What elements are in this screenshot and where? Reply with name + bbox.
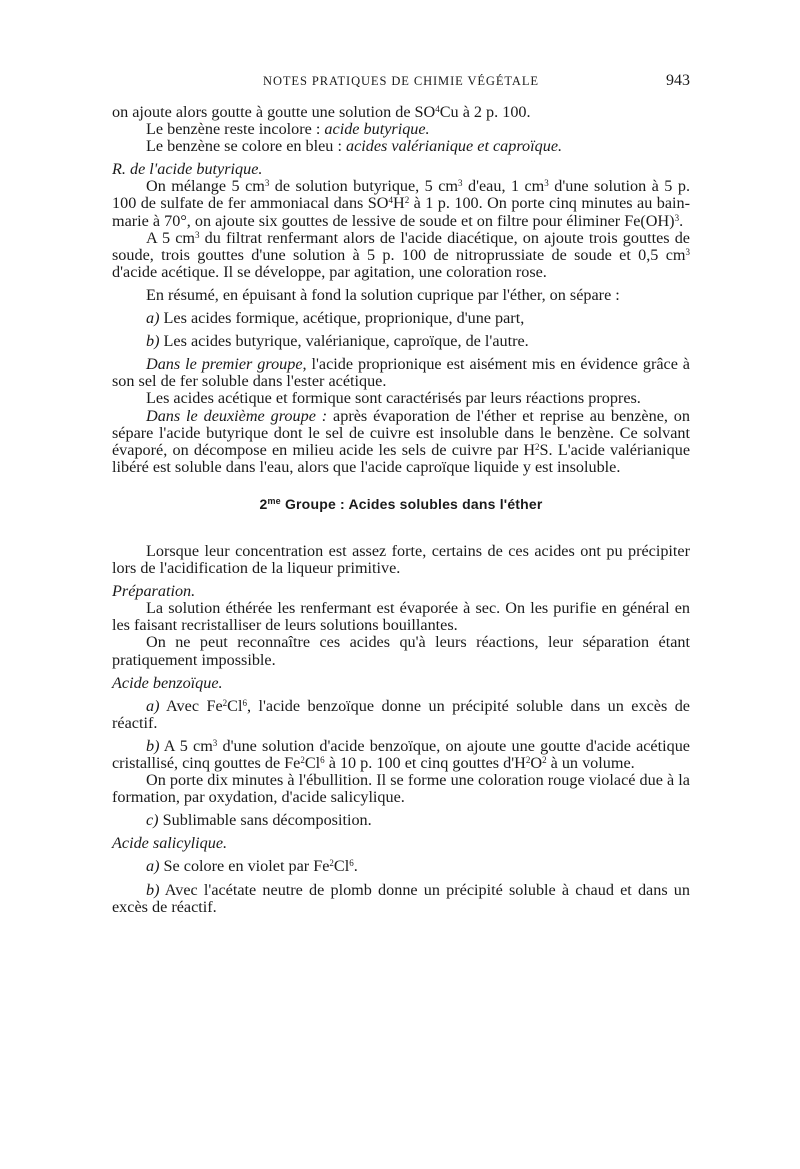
paragraph: on ajoute alors goutte à goutte une solution de $SO^4Cu$ à 2 p. 100.	[112, 103, 531, 121]
paragraph: La solution éthérée les renfermant est évaporée à sec. On les purifie en général en les faisant recristalliser de leurs solutions bouillantes.	[112, 599, 690, 635]
subheading: Acide benzoïque.	[112, 673, 223, 692]
list-item: a) Les acides formique, acétique, proprionique, d'une part,	[146, 309, 525, 328]
subheading: R. de l'acide butyrique.	[112, 160, 263, 179]
list-item: c) Sublimable sans décomposition.	[146, 811, 372, 830]
paragraph: On ne peut reconnaître ces acides qu'à leurs réactions, leur séparation étant pratiquement impossible.	[112, 633, 690, 669]
paragraph: On mélange 5 $cm^3$ de solution butyrique, 5 $cm^3$ d'eau, 1 $cm^3$ d'une solution à 5 p. 100 de sulfate de fer ammoniacal dans $SO^4H^2$ à 1 p. 100. On porte cinq minutes au bain-marie à 70°, on ajoute six gouttes de lessive de soude et on filtre pour éliminer Fe(OH)$^3$.	[112, 177, 691, 230]
list-item: b) Les acides butyrique, valérianique, caproïque, de l'autre.	[146, 332, 529, 351]
running-header	[112, 74, 690, 96]
paragraph: Dans le deuxième groupe : après évaporation de l'éther et reprise au benzène, on sépare l'acide butyrique dont le sel de cuivre est insoluble dans le benzène. Ce solvant évaporé, on décompose en milieu acide les sels de cuivre par $H^2S$. L'acide valérianique libéré est soluble dans l'eau, alors que l'acide caproïque liquide y est insoluble.	[112, 406, 691, 476]
paragraph: Lorsque leur concentration est assez forte, certains de ces acides ont pu précipiter lors de l'acidification de la liqueur primitive.	[112, 541, 690, 578]
paragraph: A 5 $cm^3$ du filtrat renfermant alors de l'acide diacétique, on ajoute trois gouttes de soude, trois gouttes d'une solution à 5 p. 100 de nitroprussiate de soude et 0,5 $cm^3$ d'acide acétique. Il se développe, par agitation, une coloration rose.	[112, 228, 690, 281]
subheading: Préparation.	[112, 582, 196, 601]
page-number: 943	[666, 72, 690, 89]
header-title: NOTES PRATIQUES DE CHIMIE VÉGÉTALE	[263, 74, 539, 88]
paragraph: En résumé, en épuisant à fond la solution cuprique par l'éther, on sépare :	[146, 285, 620, 304]
section-heading: $2^{me}$ Groupe : Acides solubles dans l'éther	[259, 495, 543, 512]
paragraph: On porte dix minutes à l'ébullition. Il se forme une coloration rouge violacé due à la formation, par oxydation, d'acide salicylique.	[112, 771, 690, 807]
subheading: Acide salicylique.	[112, 834, 228, 853]
paragraph: Les acides acétique et formique sont caractérisés par leurs réactions propres.	[146, 389, 641, 408]
body-text	[112, 104, 690, 916]
paragraph: Le benzène se colore en bleu : acides valérianique et caproïque.	[146, 137, 563, 156]
paragraph: Dans le premier groupe, l'acide proprionique est aisément mis en évidence grâce à son sel de fer soluble dans l'ester acétique.	[112, 355, 690, 391]
list-item: b) A 5 $cm^3$ d'une solution d'acide benzoïque, on ajoute une goutte d'acide acétique cristallisé, cinq gouttes de Fe$^2$Cl$^6$ à 10 p. 100 et cinq gouttes $d'H^2O^2$ à un volume.	[112, 736, 690, 772]
paragraph: Le benzène reste incolore : acide butyrique.	[146, 120, 430, 139]
list-item: a) Avec Fe$^2$Cl$^6$, l'acide benzoïque donne un précipité soluble dans un excès de réactif.	[112, 696, 690, 732]
list-item: a) Se colore en violet par Fe$^2$Cl$^6$.	[146, 857, 358, 876]
list-item: b) Avec l'acétate neutre de plomb donne un précipité soluble à chaud et dans un excès de réactif.	[112, 880, 690, 916]
